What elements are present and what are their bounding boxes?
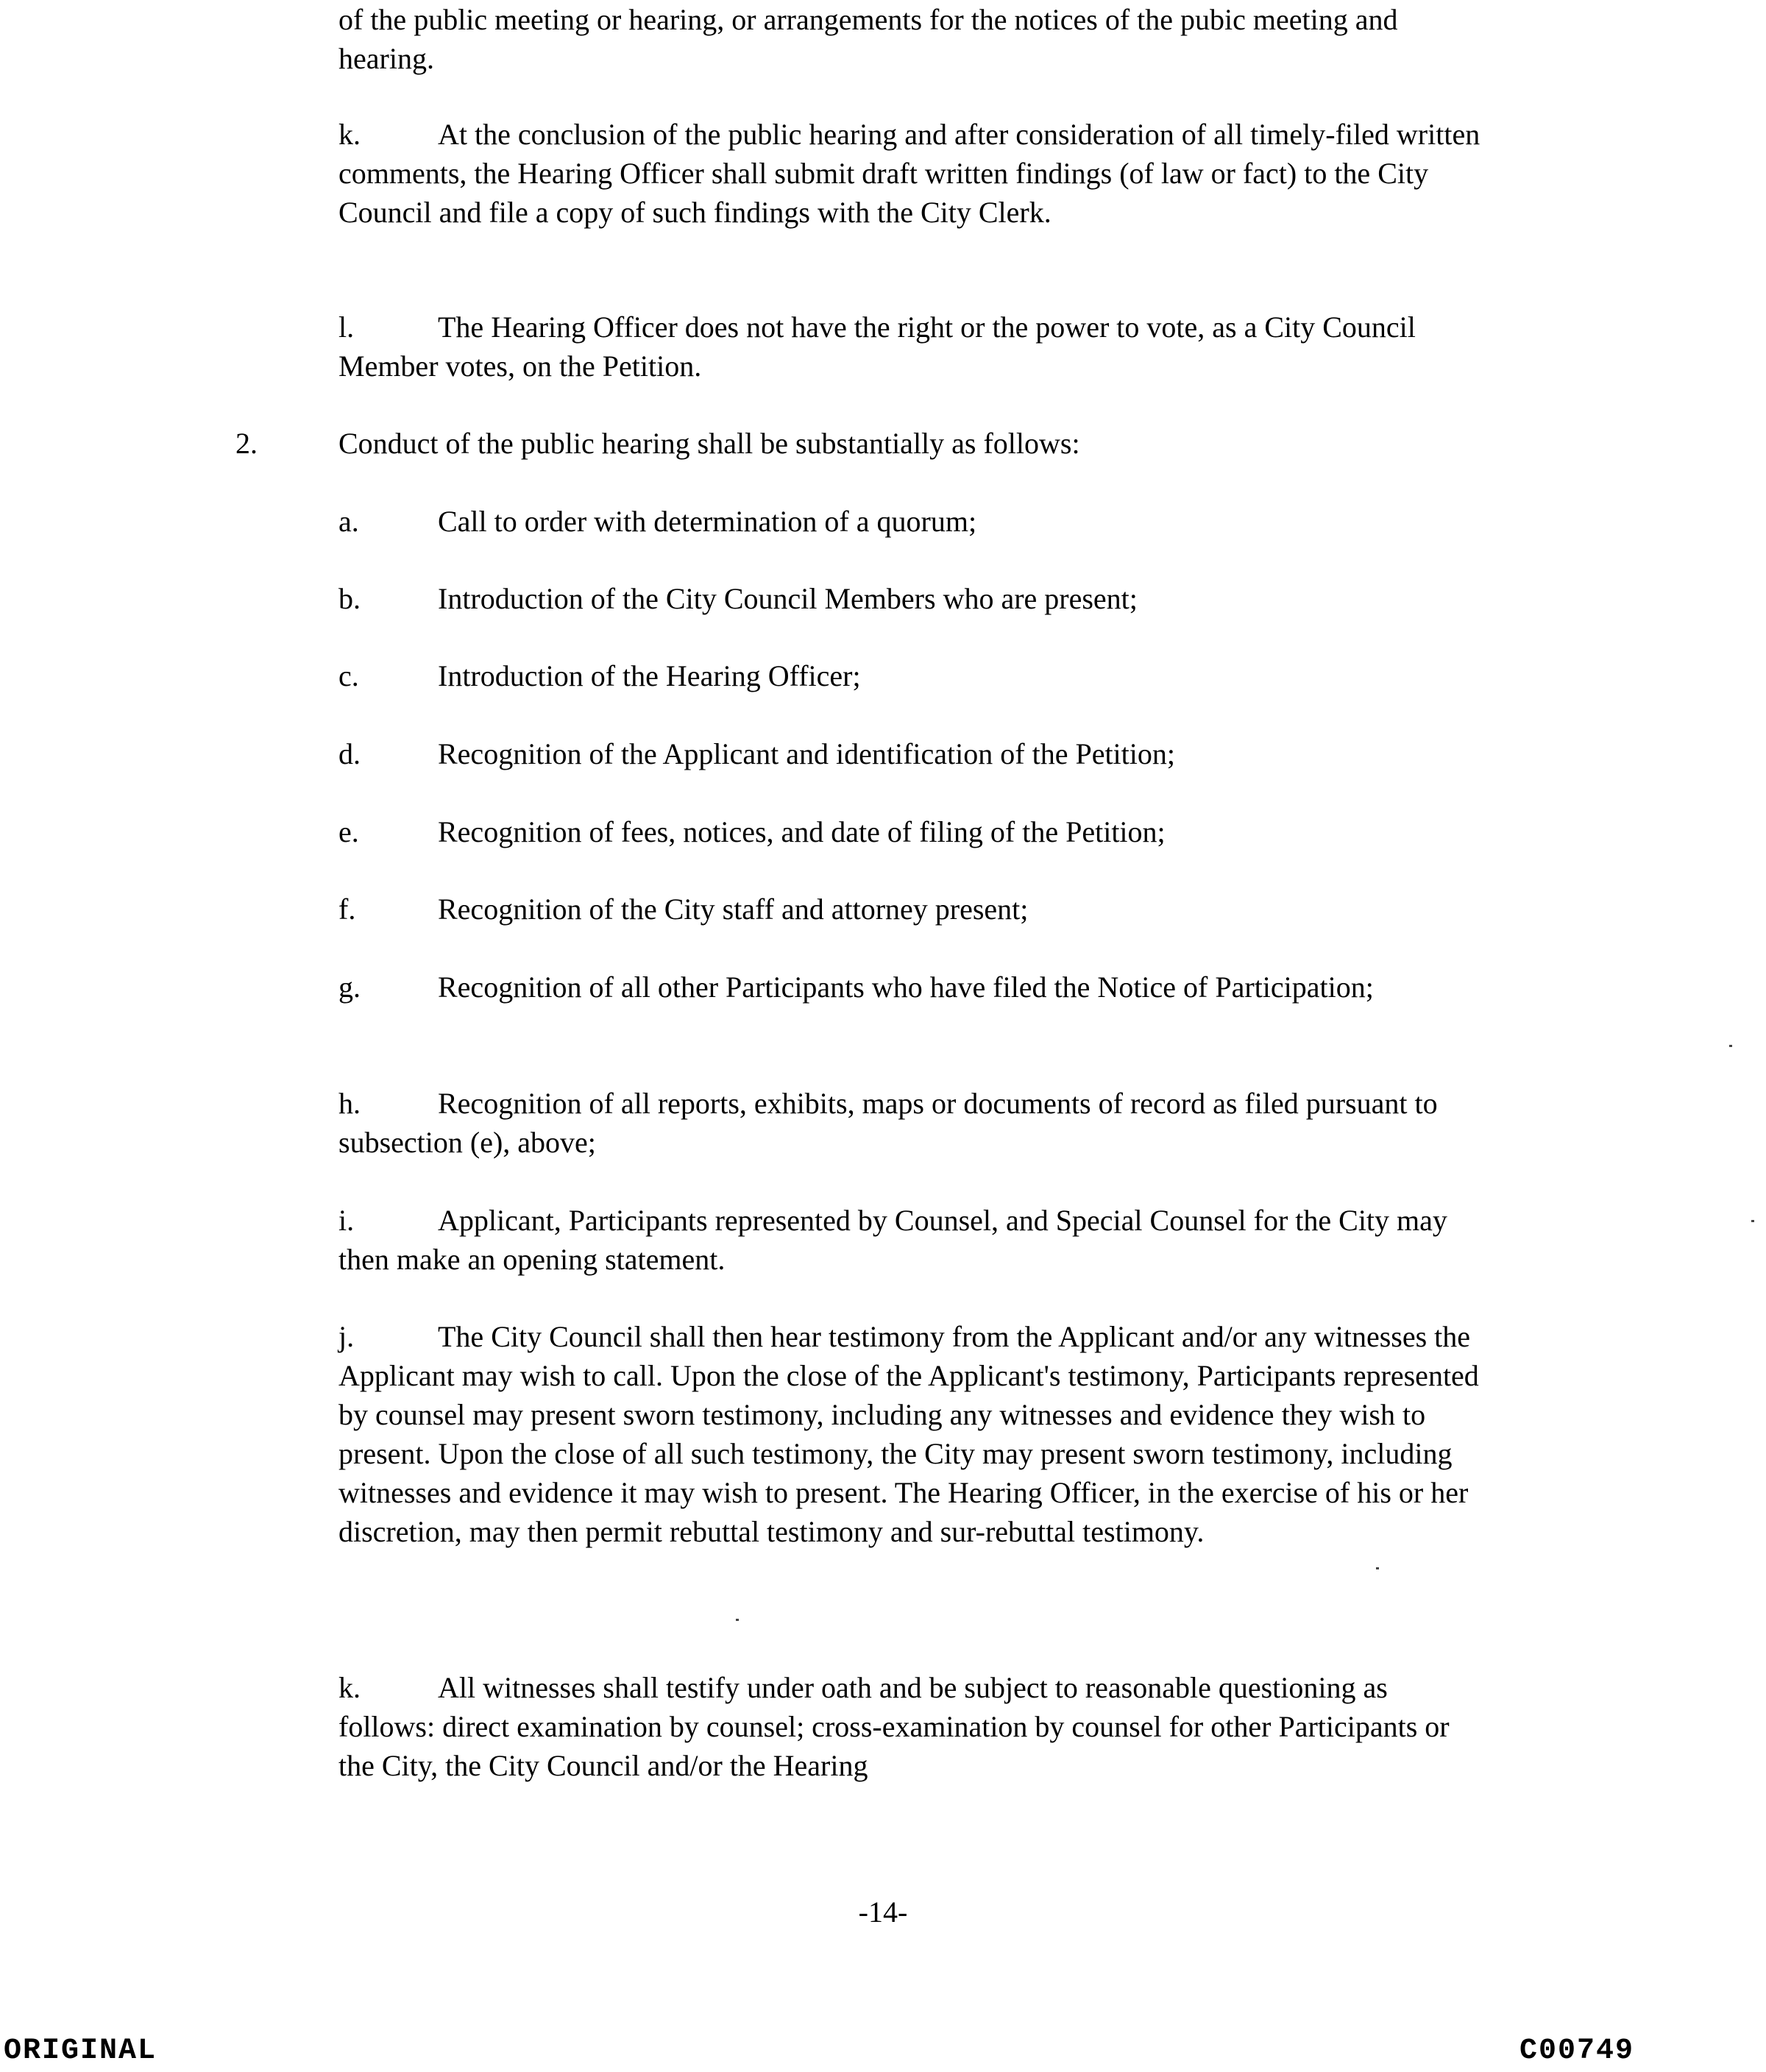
paragraph-text: At the conclusion of the public hearing and after consideration of all timely-filed written comments, the Hearing Officer shall submit draft written findings (of law or fact) to the City Council and file a copy of such findings with the City Clerk. <box>338 118 1480 229</box>
list-item-label: e. <box>338 815 359 848</box>
paragraph-label: g. <box>338 971 361 1004</box>
list-item-text: Introduction of the City Council Members who are present; <box>438 582 1138 615</box>
paragraph-l-vote <box>338 308 1486 386</box>
paragraph-g <box>338 968 1486 1007</box>
paragraph-label: k. <box>338 118 361 151</box>
original-stamp: ORIGINAL <box>4 2034 157 2068</box>
paragraph-text: Recognition of all reports, exhibits, maps or documents of record as filed pursuant to subsection (e), above; <box>338 1087 1438 1159</box>
paragraph-k-findings <box>338 115 1486 232</box>
paragraph-text: Recognition of all other Participants who have filed the Notice of Participation; <box>438 971 1374 1004</box>
paragraph-text: All witnesses shall testify under oath and be subject to reasonable questioning as follows: direct examination by counsel; cross-examination by counsel for other Participants or the City, the City Council and/or the Hearing <box>338 1671 1450 1782</box>
scan-speck <box>1729 1045 1732 1047</box>
list-item-text: Recognition of fees, notices, and date of filing of the Petition; <box>438 815 1166 848</box>
list-item-label: f. <box>338 893 356 926</box>
intro-text: of the public meeting or hearing, or arrangements for the notices of the pubic meeting and hearing. <box>338 3 1398 75</box>
paragraph-text: Applicant, Participants represented by Counsel, and Special Counsel for the City may then make an opening statement. <box>338 1204 1447 1276</box>
paragraph-i <box>338 1201 1486 1279</box>
document-id: C00749 <box>1519 2034 1635 2068</box>
list-item-text: Recognition of the Applicant and identification of the Petition; <box>438 737 1176 770</box>
paragraph-label: k. <box>338 1671 361 1704</box>
list-item-text: Recognition of the City staff and attorney present; <box>438 893 1029 926</box>
paragraph-label: j. <box>338 1320 355 1353</box>
intro-paragraph <box>338 0 1486 78</box>
paragraph-j <box>338 1317 1486 1551</box>
scan-speck <box>1376 1567 1379 1569</box>
paragraph-text: The City Council shall then hear testimony from the Applicant and/or any witnesses the Applicant may wish to call. Upon the close of the Applicant's testimony, Participants represented by counsel may present sworn testimony, including any witnesses and evidence they wish to present. Upon the close of all such testimony, the City may present sworn testimony, including witnesses and evidence it may wish to present. The Hearing Officer, in the exercise of his or her discretion, may then permit rebuttal testimony and sur-rebuttal testimony. <box>338 1320 1479 1548</box>
list-item-label: a. <box>338 505 359 538</box>
list-item-label: b. <box>338 582 361 615</box>
page-number: -14- <box>858 1895 908 1929</box>
paragraph-label: l. <box>338 311 355 344</box>
paragraph-label: i. <box>338 1204 355 1237</box>
section-number: 2. <box>235 427 258 460</box>
list-item-text: Call to order with determination of a quorum; <box>438 505 977 538</box>
paragraph-k-witnesses <box>338 1668 1486 1785</box>
section-heading-text: Conduct of the public hearing shall be substantially as follows: <box>338 427 1080 460</box>
scan-speck <box>736 1619 739 1621</box>
list-item-label: c. <box>338 659 359 692</box>
list-item-label: d. <box>338 737 361 770</box>
section-heading <box>338 424 1080 463</box>
scan-speck <box>1751 1220 1754 1222</box>
paragraph-text: The Hearing Officer does not have the right or the power to vote, as a City Council Member votes, on the Petition. <box>338 311 1416 383</box>
paragraph-h <box>338 1084 1486 1162</box>
list-item-text: Introduction of the Hearing Officer; <box>438 659 861 692</box>
paragraph-label: h. <box>338 1087 361 1120</box>
